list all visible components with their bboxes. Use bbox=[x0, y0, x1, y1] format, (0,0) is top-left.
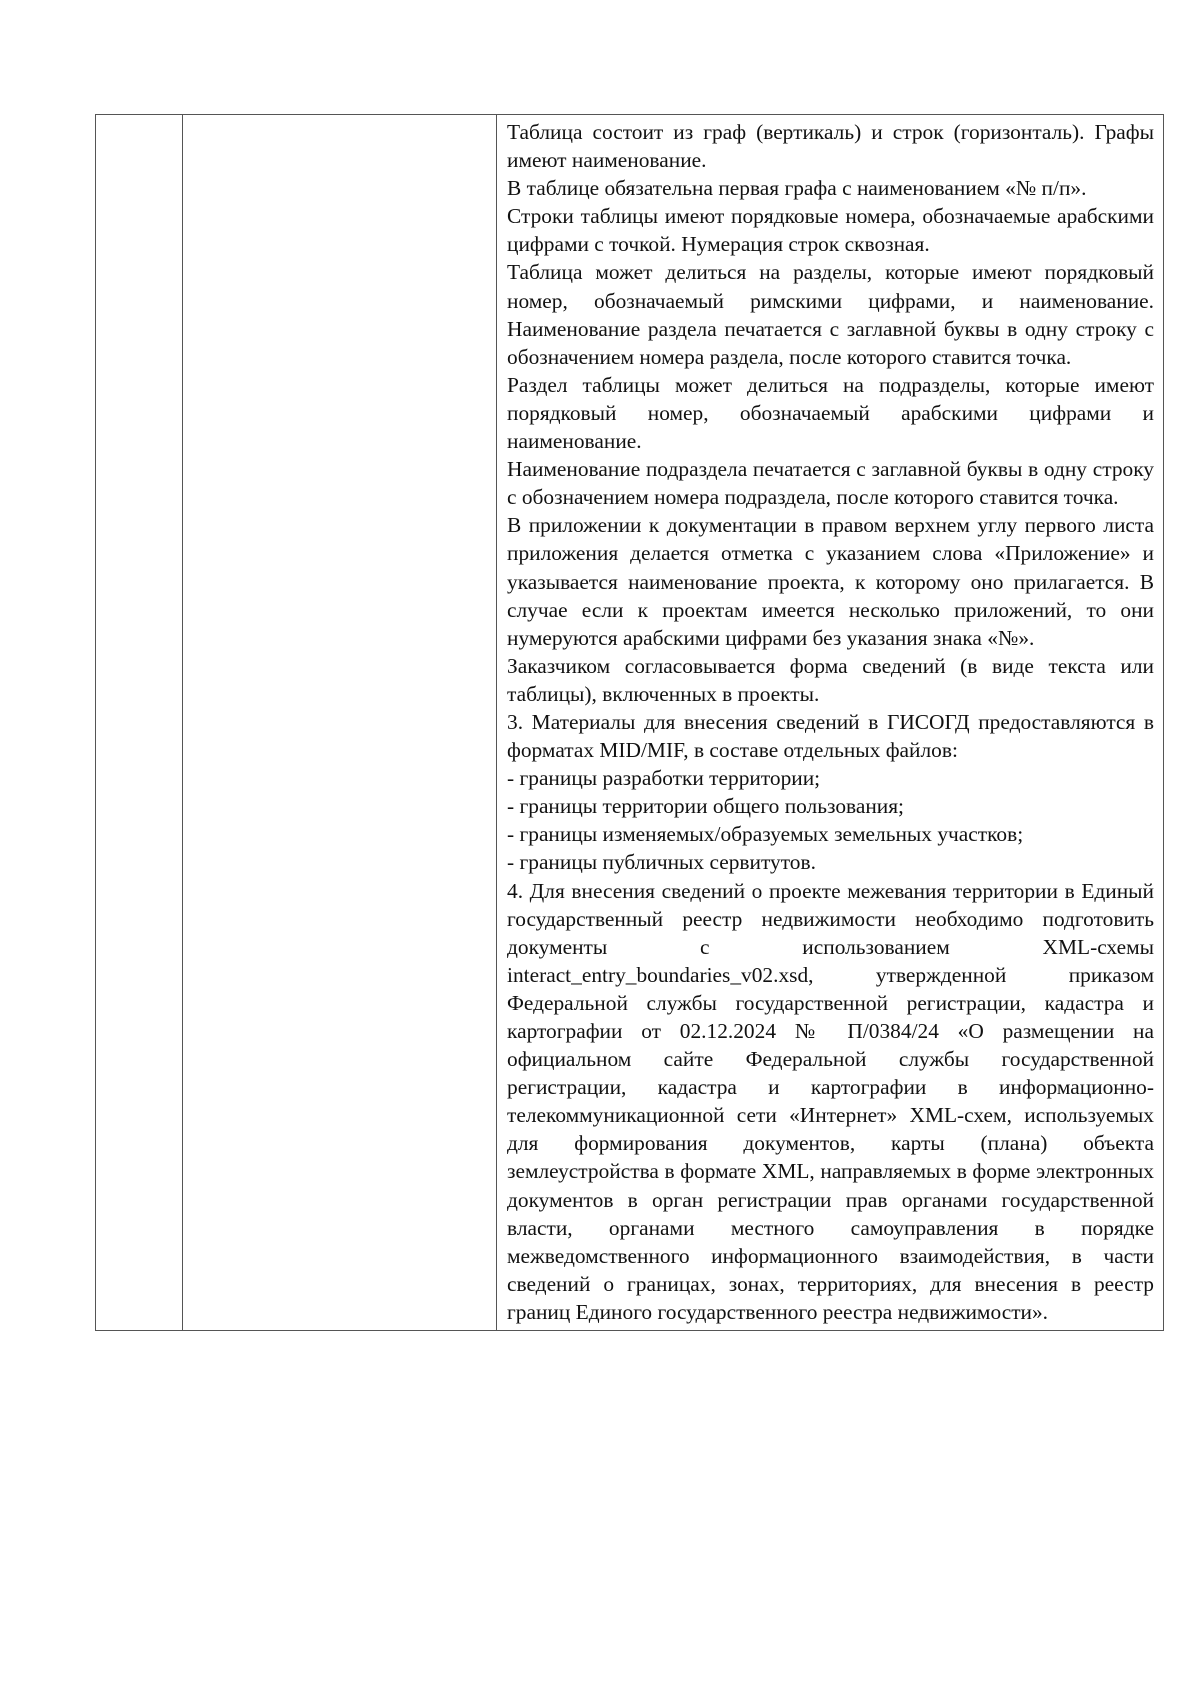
row-number-cell bbox=[96, 115, 183, 1331]
paragraph-appendix: В приложении к документации в правом верхнем углу первого листа приложения делается отметка с указанием слова «Приложение» и указывается наименование проекта, к которому оно прилагается. В случае если к проектам имеется несколько приложений, то они нумеруются арабскими цифрами без указания знака «№». bbox=[507, 513, 1154, 650]
paragraph-sections: Таблица может делиться на разделы, которые имеют порядковый номер, обозначаемый римскими цифрами, и наименование. Наименование раздела печатается с заглавной буквы в одну строку с обозначением номера раздела, после которого ставится точка. bbox=[507, 260, 1154, 369]
list-item: - границы территории общего пользования; bbox=[507, 794, 905, 819]
list-item: - границы разработки территории; bbox=[507, 766, 821, 791]
requirements-table bbox=[95, 114, 1164, 1331]
paragraph-table-structure: Таблица состоит из граф (вертикаль) и строк (горизонталь). Графы имеют наименование. bbox=[507, 120, 1154, 173]
paragraph-subsection-name: Наименование подраздела печатается с заглавной буквы в одну строку с обозначением номера подраздела, после которого ставится точка. bbox=[507, 457, 1154, 510]
paragraph-subsections: Раздел таблицы может делиться на подразделы, которые имеют порядковый номер, обозначаемый арабскими цифрами и наименование. bbox=[507, 372, 1154, 454]
row-content-cell bbox=[497, 115, 1164, 1331]
content-text bbox=[497, 115, 1163, 1330]
row-name-cell bbox=[183, 115, 497, 1331]
list-item: - границы изменяемых/образуемых земельных участков; bbox=[507, 822, 1024, 847]
table-row bbox=[96, 115, 1164, 1331]
paragraph-first-column: В таблице обязательна первая графа с наименованием «№ п/п». bbox=[507, 176, 1087, 201]
paragraph-egrn-xml: 4. Для внесения сведений о проекте межевания территории в Единый государственный реестр недвижимости необходимо подготовить документы с использованием XML-схемы interact_entry_boundaries_v02.xsd, утвержденной приказом Федеральной службы государственной регистрации, кадастра и картографии от 02.12.2024 № П/0384/24 «О размещении на официальном сайте Федеральной службы государственной регистрации, кадастра и картографии в информационно-телекоммуникационной сети «Интернет» XML-схем, используемых для формирования документов, карты (плана) объекта землеустройства в формате XML, направляемых в форме электронных документов в орган регистрации прав органами государственной власти, органами местного самоуправления в порядке межведомственного информационного взаимодействия, в части сведений о границах, зонах, территориях, для внесения в реестр границ Единого государственного реестра недвижимости». bbox=[507, 878, 1154, 1324]
paragraph-gisogd-materials: 3. Материалы для внесения сведений в ГИСОГД предоставляются в форматах MID/MIF, в составе отдельных файлов: bbox=[507, 709, 1154, 763]
paragraph-customer-approval: Заказчиком согласовывается форма сведений (в виде текста или таблицы), включенных в проекты. bbox=[507, 653, 1154, 706]
list-item: - границы публичных сервитутов. bbox=[507, 850, 816, 875]
paragraph-row-numbers: Строки таблицы имеют порядковые номера, обозначаемые арабскими цифрами с точкой. Нумерация строк сквозная. bbox=[507, 204, 1154, 257]
